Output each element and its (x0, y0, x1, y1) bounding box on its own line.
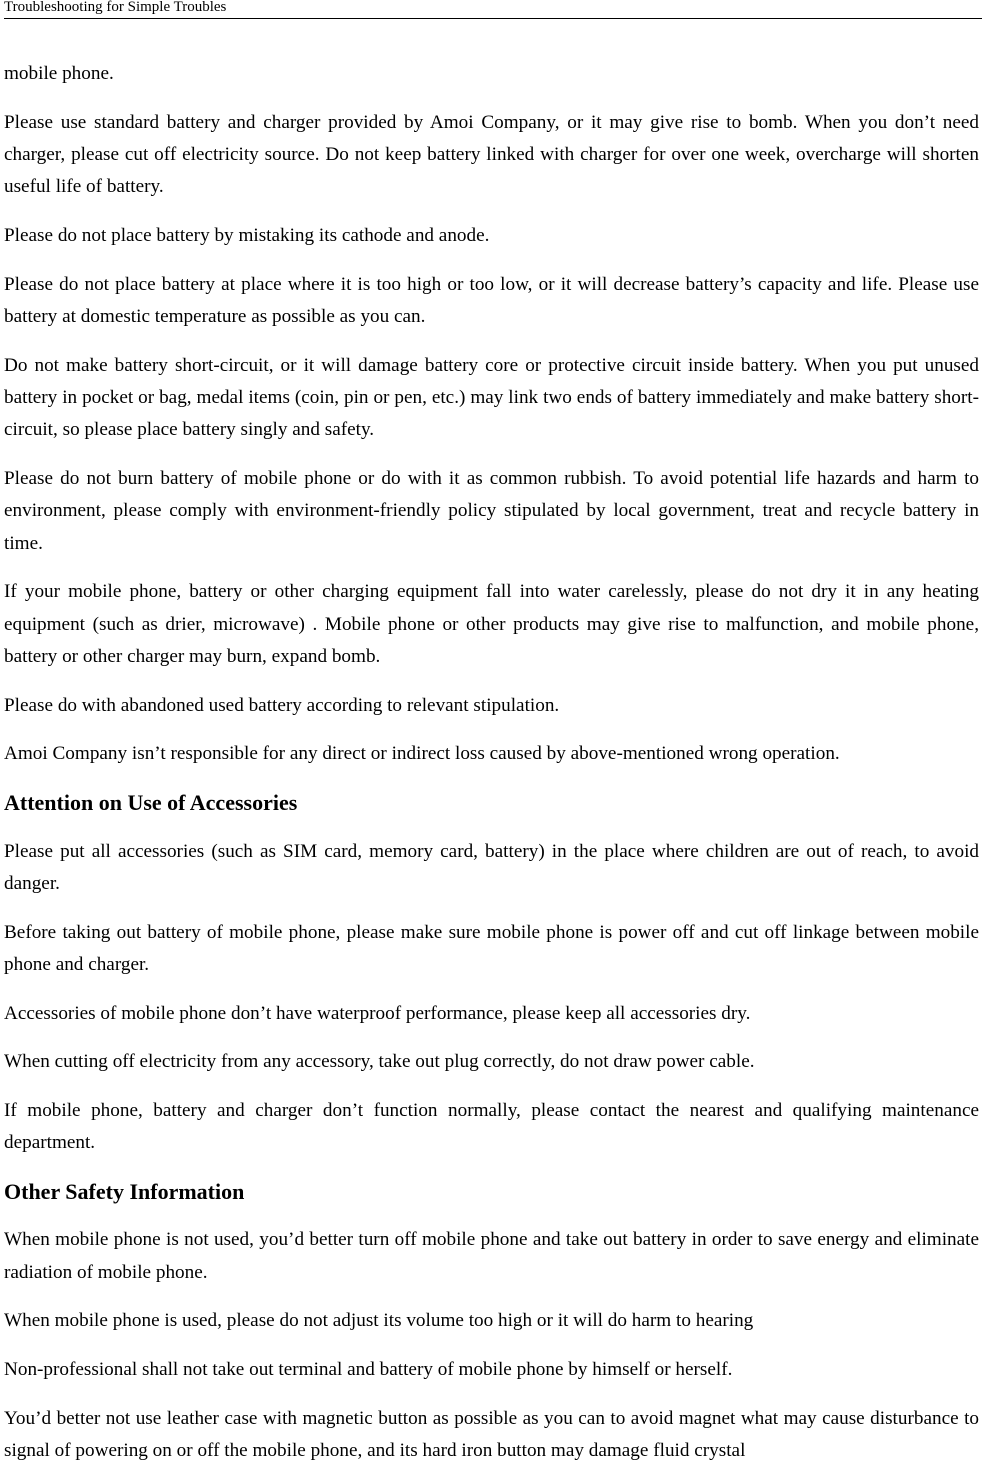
paragraph: Please do not place battery at place where it is too high or too low, or it will decrease battery’s capacity and life. Please use battery at domestic temperature as possible as you can. (4, 273, 979, 327)
paragraph: Amoi Company isn’t responsible for any direct or indirect loss caused by above-mentioned wrong operation. (4, 743, 840, 765)
paragraph: Please use standard battery and charger provided by Amoi Company, or it may give rise to bomb. When you don’t need charger, please cut off electricity source. Do not keep battery linked with charger for over one week, overcharge will shorten useful life of battery. (4, 111, 979, 198)
paragraph: If mobile phone, battery and charger don’t function normally, please contact the nearest and qualifying maintenance department. (4, 1099, 979, 1154)
paragraph: Please do not burn battery of mobile phone or do with it as common rubbish. To avoid potential life hazards and harm to environment, please comply with environment-friendly policy stipulated by local government, treat and recycle battery in time. (4, 468, 979, 554)
paragraph: Please do with abandoned used battery according to relevant stipulation. (4, 694, 560, 716)
paragraph: When cutting off electricity from any accessory, take out plug correctly, do not draw power cable. (4, 1051, 755, 1073)
paragraph: If your mobile phone, battery or other charging equipment fall into water carelessly, please do not dry it in any heating equipment (such as drier, microwave) . Mobile phone or other products may give rise to malfunction, and mobile phone, battery or other charger may burn, expand bomb. (4, 581, 979, 668)
section-heading-safety-info: Other Safety Information (4, 1178, 245, 1204)
paragraph: Please do not place battery by mistaking its cathode and anode. (4, 225, 490, 246)
paragraph: Non-professional shall not take out terminal and battery of mobile phone by himself or herself. (4, 1358, 733, 1380)
page-header (4, 0, 982, 19)
paragraph: When mobile phone is used, please do not adjust its volume too high or it will do harm to hearing (4, 1310, 754, 1332)
paragraph: Accessories of mobile phone don’t have waterproof performance, please keep all accessories dry. (4, 1002, 751, 1024)
header-title: Troubleshooting for Simple Troubles (4, 0, 227, 15)
document-body (4, 58, 979, 1484)
paragraph: When mobile phone is not used, you’d better turn off mobile phone and take out battery in order to save energy and eliminate radiation of mobile phone. (4, 1229, 979, 1283)
paragraph: Before taking out battery of mobile phone, please make sure mobile phone is power off and cut off linkage between mobile phone and charger. (4, 921, 979, 975)
paragraph: mobile phone. (4, 63, 114, 84)
section-heading-accessories: Attention on Use of Accessories (4, 790, 298, 815)
paragraph: You’d better not use leather case with magnetic button as possible as you can to avoid magnet what may cause disturbance to signal of powering on or off the mobile phone, and its hard iron button may damage fluid crystal (4, 1407, 979, 1461)
paragraph: Do not make battery short-circuit, or it will damage battery core or protective circuit inside battery. When you put unused battery in pocket or bag, medal items (coin, pin or pen, etc.) may link two ends of battery immediately and make battery short-circuit, so please place battery singly and safety. (4, 354, 979, 441)
paragraph: Please put all accessories (such as SIM card, memory card, battery) in the place where children are out of reach, to avoid danger. (4, 840, 979, 894)
